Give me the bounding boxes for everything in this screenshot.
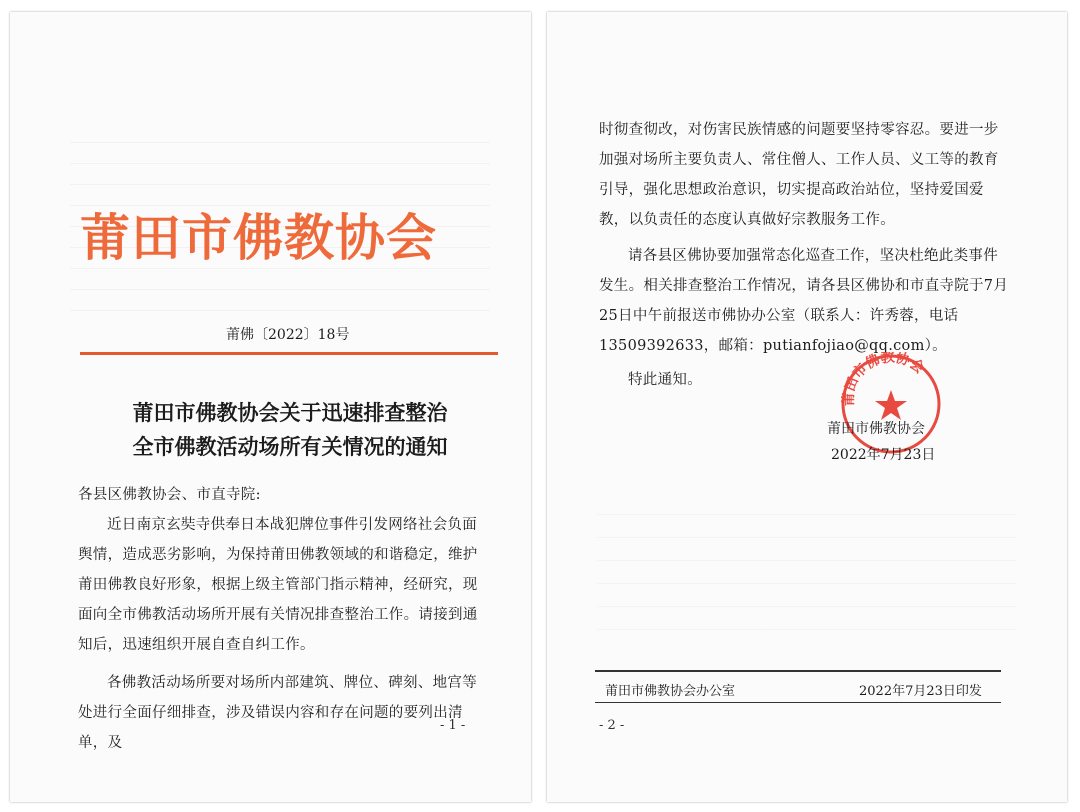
page-number-2: - 2 -	[599, 718, 625, 733]
footer-office: 莆田市佛教协会办公室	[605, 684, 736, 699]
footer-print-date: 2022年7月23日印发	[859, 684, 982, 699]
document-page-1	[10, 12, 531, 802]
seal-icon	[839, 352, 943, 456]
notice-title-line-2: 全市佛教活动场所有关情况的通知	[132, 434, 448, 459]
footer-rule-top	[595, 670, 1001, 672]
signature-org: 莆田市佛教协会	[827, 421, 925, 437]
footer-rule-bottom	[595, 702, 1001, 703]
org-header-title: 莆田市佛教协会	[80, 208, 437, 267]
salutation: 各县区佛教协会、市直寺院:	[78, 487, 261, 503]
svg-text:莆田市佛教协会	[840, 352, 928, 407]
seal-ring-text: 莆田市佛教协会	[840, 352, 927, 407]
seal-star-icon	[875, 390, 907, 420]
official-seal	[839, 352, 943, 456]
page1-paragraph-2: 各佛教活动场所要对场所内部建筑、牌位、碑刻、地宫等处进行全面仔细排查，涉及错误内容和存在问题的要列出清单，及	[78, 675, 477, 751]
document-number: 莆佛〔2022〕18号	[226, 327, 350, 343]
page2-paragraph-1: 时彻查彻改，对伤害民族情感的问题要坚持零容忍。要进一步加强对场所主要负责人、常住僧人、工作人员、义工等的教育引导，强化思想政治意识，切实提高政治站位，坚持爱国爱教，以负责任的态度认真做好宗教服务工作。	[599, 122, 999, 228]
page2-paragraph-2: 请各县区佛协要加强常态化巡查工作，坚决杜绝此类事件发生。相关排查整治工作情况，请各县区佛协和市直寺院于7月25日中午前报送市佛协办公室（联系人：许秀蓉，电话13509392633，邮箱：putianfojiao@qq.com）。	[599, 248, 1009, 354]
notice-title	[100, 396, 480, 464]
closing-line: 特此通知。	[628, 372, 702, 388]
header-red-rule	[80, 352, 498, 355]
page2-body	[599, 115, 1009, 395]
document-page-2	[547, 12, 1067, 802]
notice-title-line-1: 莆田市佛教协会关于迅速排查整治	[132, 400, 448, 425]
page1-body	[78, 480, 490, 758]
page-number-1: - 1 -	[440, 718, 466, 733]
bleed-through-texture-2	[597, 492, 1017, 642]
signature-date: 2022年7月23日	[831, 447, 936, 463]
page1-paragraph-1: 近日南京玄奘寺供奉日本战犯牌位事件引发网络社会负面舆情，造成恶劣影响，为保持莆田佛教领域的和谐稳定，维护莆田佛教良好形象，根据上级主管部门指示精神，经研究，现面向全市佛教活动场所开展有关情况排查整治工作。请接到通知后，迅速组织开展自查自纠工作。	[78, 517, 478, 653]
